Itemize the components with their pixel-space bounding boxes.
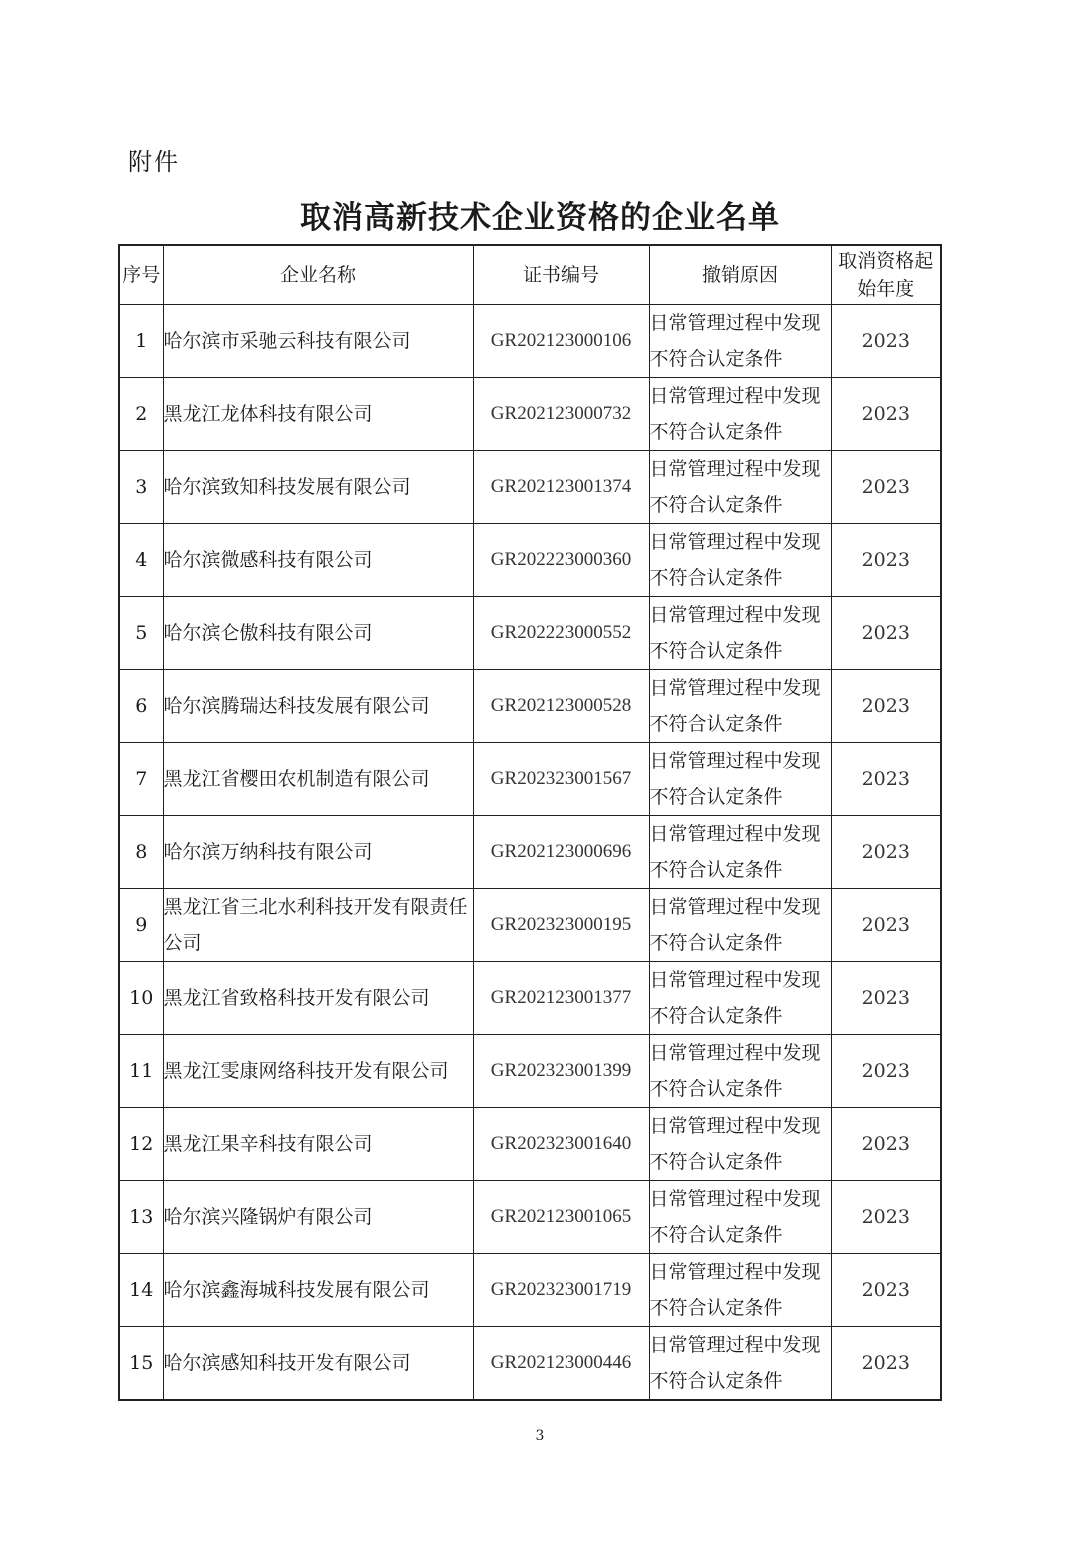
row-certificate-number: GR202223000552 xyxy=(473,597,649,670)
row-start-year: 2023 xyxy=(831,1254,941,1327)
header-name: 企业名称 xyxy=(163,245,473,305)
row-revocation-reason: 日常管理过程中发现不符合认定条件 xyxy=(649,743,831,816)
row-start-year: 2023 xyxy=(831,1108,941,1181)
header-seq: 序号 xyxy=(119,245,163,305)
row-revocation-reason: 日常管理过程中发现不符合认定条件 xyxy=(649,1108,831,1181)
row-seq: 15 xyxy=(119,1327,163,1401)
row-seq: 14 xyxy=(119,1254,163,1327)
row-enterprise-name: 哈尔滨仑傲科技有限公司 xyxy=(163,597,473,670)
row-start-year: 2023 xyxy=(831,816,941,889)
row-revocation-reason: 日常管理过程中发现不符合认定条件 xyxy=(649,670,831,743)
row-certificate-number: GR202123000696 xyxy=(473,816,649,889)
page-number: 3 xyxy=(535,1428,545,1444)
row-enterprise-name: 哈尔滨微感科技有限公司 xyxy=(163,524,473,597)
row-enterprise-name: 哈尔滨万纳科技有限公司 xyxy=(163,816,473,889)
row-enterprise-name: 黑龙江龙体科技有限公司 xyxy=(163,378,473,451)
table-row xyxy=(119,1254,941,1327)
row-seq: 10 xyxy=(119,962,163,1035)
table-row xyxy=(119,378,941,451)
row-seq: 5 xyxy=(119,597,163,670)
row-enterprise-name: 哈尔滨鑫海城科技发展有限公司 xyxy=(163,1254,473,1327)
row-enterprise-name: 哈尔滨感知科技开发有限公司 xyxy=(163,1327,473,1401)
document-title: 取消高新技术企业资格的企业名单 xyxy=(300,200,780,236)
row-revocation-reason: 日常管理过程中发现不符合认定条件 xyxy=(649,378,831,451)
row-certificate-number: GR202123000106 xyxy=(473,305,649,378)
row-seq: 12 xyxy=(119,1108,163,1181)
row-certificate-number: GR202123000528 xyxy=(473,670,649,743)
row-start-year: 2023 xyxy=(831,451,941,524)
row-certificate-number: GR202123000732 xyxy=(473,378,649,451)
row-revocation-reason: 日常管理过程中发现不符合认定条件 xyxy=(649,524,831,597)
row-enterprise-name: 黑龙江省三北水利科技开发有限责任公司 xyxy=(163,889,473,962)
row-revocation-reason: 日常管理过程中发现不符合认定条件 xyxy=(649,1035,831,1108)
row-seq: 11 xyxy=(119,1035,163,1108)
table-row xyxy=(119,597,941,670)
row-enterprise-name: 黑龙江省樱田农机制造有限公司 xyxy=(163,743,473,816)
row-enterprise-name: 哈尔滨市采驰云科技有限公司 xyxy=(163,305,473,378)
table-row xyxy=(119,1035,941,1108)
row-enterprise-name: 黑龙江果辛科技有限公司 xyxy=(163,1108,473,1181)
header-year: 取消资格起始年度 xyxy=(831,245,941,305)
table-row xyxy=(119,670,941,743)
row-certificate-number: GR202323001399 xyxy=(473,1035,649,1108)
row-seq: 2 xyxy=(119,378,163,451)
row-certificate-number: GR202323001719 xyxy=(473,1254,649,1327)
row-certificate-number: GR202223000360 xyxy=(473,524,649,597)
table-row xyxy=(119,305,941,378)
row-start-year: 2023 xyxy=(831,962,941,1035)
table-row xyxy=(119,816,941,889)
attachment-label: 附件 xyxy=(128,148,180,176)
row-revocation-reason: 日常管理过程中发现不符合认定条件 xyxy=(649,305,831,378)
row-seq: 8 xyxy=(119,816,163,889)
table-row xyxy=(119,524,941,597)
row-revocation-reason: 日常管理过程中发现不符合认定条件 xyxy=(649,1254,831,1327)
row-certificate-number: GR202123001377 xyxy=(473,962,649,1035)
row-start-year: 2023 xyxy=(831,743,941,816)
row-enterprise-name: 黑龙江雯康网络科技开发有限公司 xyxy=(163,1035,473,1108)
row-revocation-reason: 日常管理过程中发现不符合认定条件 xyxy=(649,451,831,524)
header-reason: 撤销原因 xyxy=(649,245,831,305)
row-revocation-reason: 日常管理过程中发现不符合认定条件 xyxy=(649,1327,831,1401)
table-header-row xyxy=(119,245,941,305)
row-certificate-number: GR202123001065 xyxy=(473,1181,649,1254)
row-certificate-number: GR202123001374 xyxy=(473,451,649,524)
row-certificate-number: GR202123000446 xyxy=(473,1327,649,1401)
row-start-year: 2023 xyxy=(831,378,941,451)
row-revocation-reason: 日常管理过程中发现不符合认定条件 xyxy=(649,962,831,1035)
row-start-year: 2023 xyxy=(831,1035,941,1108)
row-enterprise-name: 哈尔滨兴隆锅炉有限公司 xyxy=(163,1181,473,1254)
row-start-year: 2023 xyxy=(831,670,941,743)
row-start-year: 2023 xyxy=(831,1181,941,1254)
revoked-enterprises-table xyxy=(118,244,942,1401)
row-seq: 3 xyxy=(119,451,163,524)
row-revocation-reason: 日常管理过程中发现不符合认定条件 xyxy=(649,597,831,670)
row-seq: 1 xyxy=(119,305,163,378)
row-start-year: 2023 xyxy=(831,524,941,597)
row-revocation-reason: 日常管理过程中发现不符合认定条件 xyxy=(649,889,831,962)
row-start-year: 2023 xyxy=(831,597,941,670)
row-seq: 4 xyxy=(119,524,163,597)
row-revocation-reason: 日常管理过程中发现不符合认定条件 xyxy=(649,1181,831,1254)
row-start-year: 2023 xyxy=(831,305,941,378)
row-certificate-number: GR202323001567 xyxy=(473,743,649,816)
row-seq: 13 xyxy=(119,1181,163,1254)
table-row xyxy=(119,1181,941,1254)
row-enterprise-name: 哈尔滨致知科技发展有限公司 xyxy=(163,451,473,524)
row-seq: 6 xyxy=(119,670,163,743)
row-seq: 9 xyxy=(119,889,163,962)
table-row xyxy=(119,1108,941,1181)
row-revocation-reason: 日常管理过程中发现不符合认定条件 xyxy=(649,816,831,889)
row-certificate-number: GR202323001640 xyxy=(473,1108,649,1181)
table-row xyxy=(119,1327,941,1401)
table-row xyxy=(119,451,941,524)
row-certificate-number: GR202323000195 xyxy=(473,889,649,962)
row-start-year: 2023 xyxy=(831,1327,941,1401)
row-enterprise-name: 哈尔滨腾瑞达科技发展有限公司 xyxy=(163,670,473,743)
row-seq: 7 xyxy=(119,743,163,816)
table-row xyxy=(119,962,941,1035)
header-cert: 证书编号 xyxy=(473,245,649,305)
table-row xyxy=(119,889,941,962)
row-enterprise-name: 黑龙江省致格科技开发有限公司 xyxy=(163,962,473,1035)
row-start-year: 2023 xyxy=(831,889,941,962)
table-row xyxy=(119,743,941,816)
